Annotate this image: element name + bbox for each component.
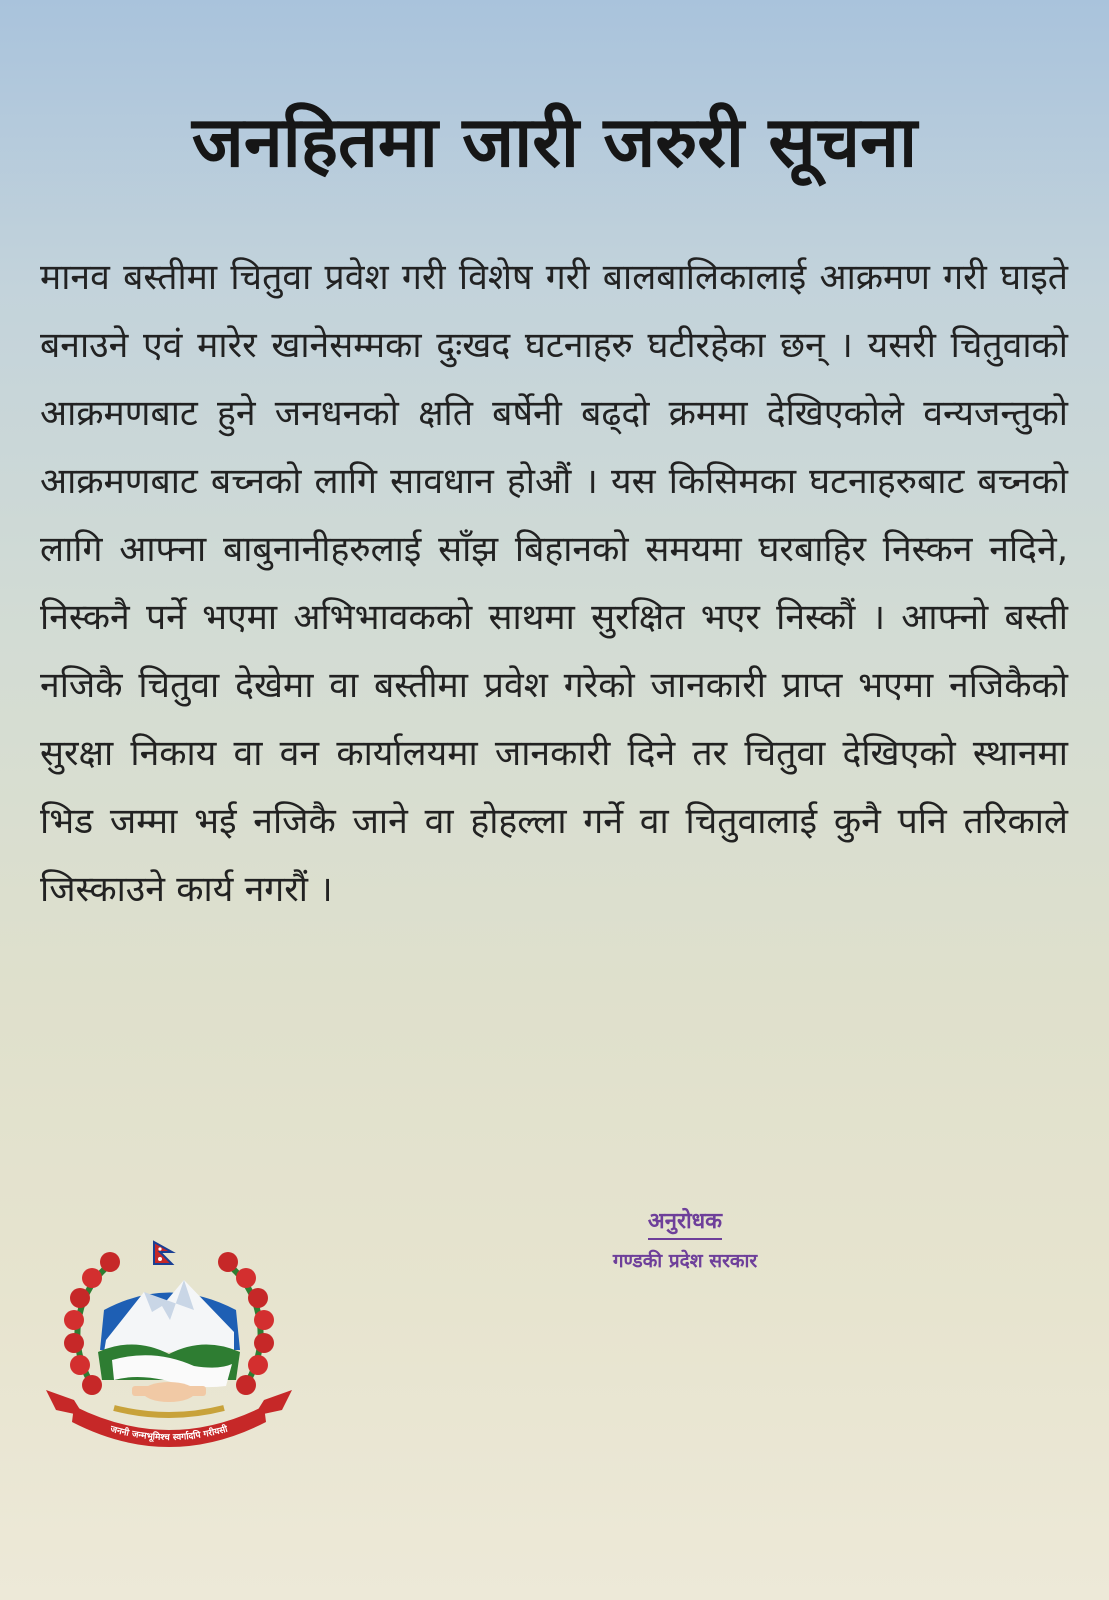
wheat-icon [114, 1408, 224, 1415]
signoff-block [540, 1206, 830, 1276]
issuer-name: गण्डकी प्रदेश सरकार [612, 1250, 758, 1272]
emblem-icon [44, 1240, 294, 1460]
notice-title: जनहितमा जारी जरुरी सूचना [191, 101, 918, 183]
mountain-icon [100, 1280, 240, 1352]
notice-body: मानव बस्तीमा चितुवा प्रवेश गरी विशेष गरी बालबालिकालाई आक्रमण गरी घाइते बनाउने एवं मारेर खानेसम्मका दुःखद घटनाहरु घटीरहेका छन् । यसरी चितुवाको आक्रमणबाट हुने जनधनको क्षति बर्षेनी बढ्दो क्रममा देखिएकोले वन्यजन्तुको आक्रमणबाट बच्नको लागि सावधान होऔं । यस किसिमका घटनाहरुबाट बच्नको लागि आफ्ना बाबुनानीहरुलाई साँझ बिहानको समयमा घरबाहिर निस्कन नदिने, निस्कनै पर्ने भएमा अभिभावकको साथमा सुरक्षित भएर निस्कौं । आफ्नो बस्ती नजिकै चितुवा देखेमा वा बस्तीमा प्रवेश गरेको जानकारी प्राप्त भएमा नजिकैको सुरक्षा निकाय वा वन कार्यालयमा जानकारी दिने तर चितुवा देखिएको स्थानमा भिड जम्मा भई नजिकै जाने वा होहल्ला गर्ने वा चितुवालाई कुनै पनि तरिकाले जिस्काउने कार्य नगरौं । [40, 257, 1068, 910]
nepal-emblem [44, 1240, 294, 1460]
request-label: अनुरोधक [648, 1206, 722, 1240]
nepal-flag-icon [154, 1242, 172, 1264]
emblem-motto: जननी जन्मभूमिश्च स्वर्गादपि गरीयसी [109, 1424, 229, 1444]
